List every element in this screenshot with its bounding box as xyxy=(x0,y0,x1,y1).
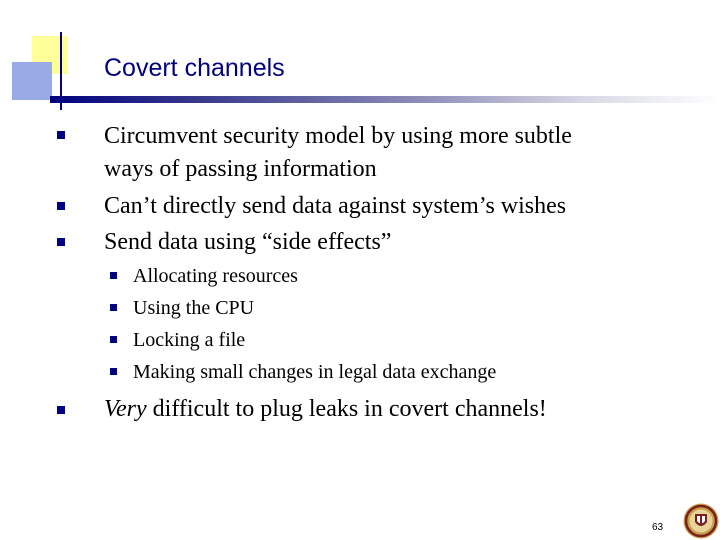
bullet-3: Send data using “side effects” xyxy=(104,229,392,255)
emphasis-very: Very xyxy=(104,396,147,422)
sub-bullet-2: Using the CPU xyxy=(133,297,255,319)
sub-bullet-1: Allocating resources xyxy=(133,265,298,287)
bullet-marker xyxy=(57,406,65,414)
sub-bullet-marker xyxy=(110,336,117,343)
bullet-2: Can’t directly send data against system’s wishes xyxy=(104,193,567,219)
bullet-1-line-1: Circumvent security model by using more subtle xyxy=(104,123,572,149)
bullet-marker xyxy=(57,202,65,210)
sub-bullet-4: Making small changes in legal data exchange xyxy=(133,361,497,383)
sub-bullet-marker xyxy=(110,272,117,279)
slide-title: Covert channels xyxy=(104,54,285,82)
page-number: 63 xyxy=(652,522,664,533)
university-seal-icon xyxy=(683,503,719,539)
decor-blue-square xyxy=(12,62,52,100)
bullet-1-line-2: ways of passing information xyxy=(104,156,377,182)
sub-bullet-3: Locking a file xyxy=(133,329,246,351)
sub-bullet-marker xyxy=(110,304,117,311)
sub-bullet-marker xyxy=(110,368,117,375)
bullet-marker xyxy=(57,238,65,246)
bullet-marker xyxy=(57,131,65,139)
title-underline xyxy=(50,96,720,103)
bullet-4-rest: difficult to plug leaks in covert channels! xyxy=(146,396,547,422)
bullet-4 xyxy=(104,393,547,425)
